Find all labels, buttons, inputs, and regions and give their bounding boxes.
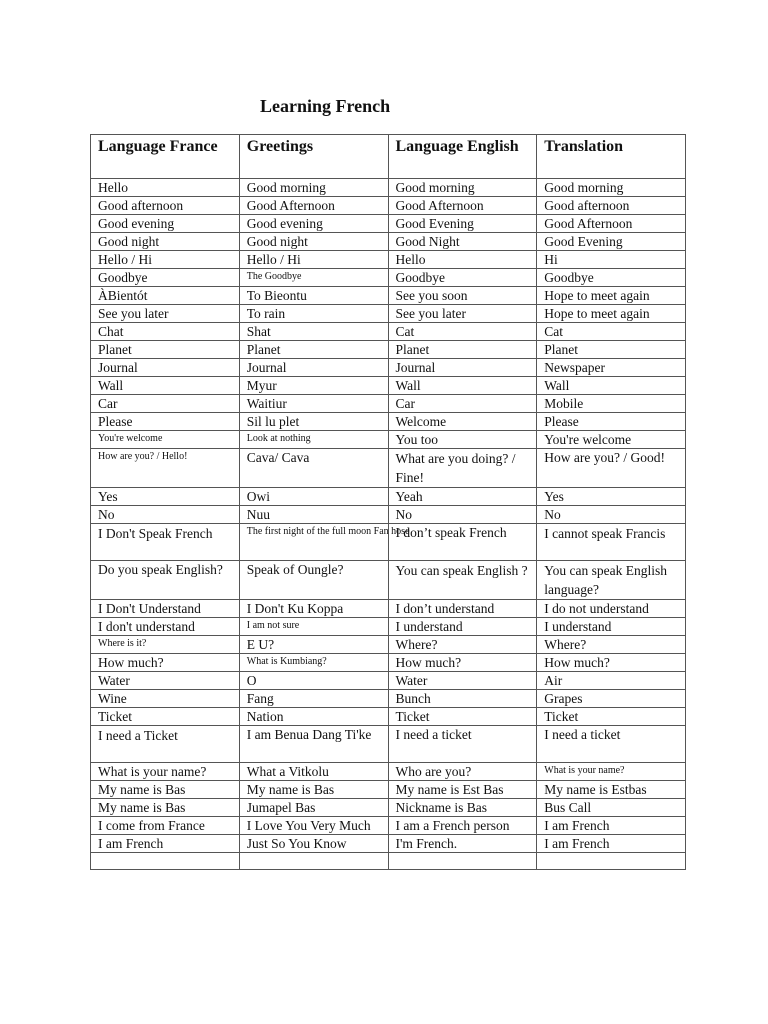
cell-greetings: Speak of Oungle?: [239, 561, 388, 600]
table-row: [91, 449, 686, 488]
cell-language-france: See you later: [91, 305, 240, 323]
cell-language-english: My name is Est Bas: [388, 781, 537, 799]
cell-translation: How are you? / Good!: [537, 449, 686, 488]
table-row: [91, 726, 686, 763]
cell-language-english: I don’t speak French: [388, 524, 537, 561]
cell-language-france: ÀBientót: [91, 287, 240, 305]
cell-language-france: Ticket: [91, 708, 240, 726]
cell-language-english: See you later: [388, 305, 537, 323]
cell-greetings: Good Afternoon: [239, 197, 388, 215]
cell-greetings: I Love You Very Much: [239, 817, 388, 835]
table-row: [91, 197, 686, 215]
cell-translation: Where?: [537, 636, 686, 654]
cell-translation: Please: [537, 413, 686, 431]
cell-language-english: Goodbye: [388, 269, 537, 287]
table-row: [91, 341, 686, 359]
cell-language-france: How are you? / Hello!: [91, 449, 240, 488]
cell-language-english: I don’t understand: [388, 600, 537, 618]
cell-greetings: O: [239, 672, 388, 690]
cell-greetings: Fang: [239, 690, 388, 708]
cell-language-france: Hello / Hi: [91, 251, 240, 269]
table-row: [91, 215, 686, 233]
table-body: [91, 179, 686, 870]
table-row: [91, 817, 686, 835]
cell-translation: Ticket: [537, 708, 686, 726]
header-translation: Translation: [537, 135, 686, 179]
cell-translation: Grapes: [537, 690, 686, 708]
cell-greetings: Myur: [239, 377, 388, 395]
table-row: [91, 251, 686, 269]
cell-translation: Cat: [537, 323, 686, 341]
table-row: [91, 395, 686, 413]
cell-translation: Bus Call: [537, 799, 686, 817]
cell-language-france: Good evening: [91, 215, 240, 233]
cell-language-france: I am French: [91, 835, 240, 853]
cell-language-france: Good night: [91, 233, 240, 251]
cell-language-france: Water: [91, 672, 240, 690]
cell-language-english: Good Afternoon: [388, 197, 537, 215]
table-row: [91, 377, 686, 395]
cell-language-france: Please: [91, 413, 240, 431]
cell-translation: I am French: [537, 835, 686, 853]
cell-language-france: Journal: [91, 359, 240, 377]
table-row: [91, 690, 686, 708]
cell-language-france: Wall: [91, 377, 240, 395]
cell-translation: Good afternoon: [537, 197, 686, 215]
cell-greetings: Look at nothing: [239, 431, 388, 449]
cell-language-english: You can speak English ?: [388, 561, 537, 600]
cell-translation: I cannot speak Francis: [537, 524, 686, 561]
cell-greetings: Sil lu plet: [239, 413, 388, 431]
cell-translation: Good Evening: [537, 233, 686, 251]
table-row: [91, 708, 686, 726]
cell-language-english: I need a ticket: [388, 726, 537, 763]
cell-language-english: Bunch: [388, 690, 537, 708]
cell-greetings: [239, 853, 388, 870]
table-row: [91, 561, 686, 600]
cell-greetings: What a Vitkolu: [239, 763, 388, 781]
cell-greetings: I am not sure: [239, 618, 388, 636]
table-row: [91, 636, 686, 654]
cell-language-france: I come from France: [91, 817, 240, 835]
cell-language-english: Good Evening: [388, 215, 537, 233]
cell-language-france: Hello: [91, 179, 240, 197]
cell-language-france: My name is Bas: [91, 799, 240, 817]
cell-language-france: Chat: [91, 323, 240, 341]
cell-translation: Yes: [537, 488, 686, 506]
cell-language-france: Yes: [91, 488, 240, 506]
table-row: [91, 524, 686, 561]
table-row: [91, 287, 686, 305]
cell-translation: Newspaper: [537, 359, 686, 377]
table-row: [91, 618, 686, 636]
cell-language-france: You're welcome: [91, 431, 240, 449]
table-row: [91, 835, 686, 853]
cell-language-english: Good morning: [388, 179, 537, 197]
header-language-france: Language France: [91, 135, 240, 179]
cell-language-france: Goodbye: [91, 269, 240, 287]
cell-language-english: I understand: [388, 618, 537, 636]
table-row: [91, 506, 686, 524]
cell-translation: Good morning: [537, 179, 686, 197]
cell-language-english: Welcome: [388, 413, 537, 431]
cell-greetings: I Don't Ku Koppa: [239, 600, 388, 618]
cell-language-france: [91, 853, 240, 870]
cell-translation: My name is Estbas: [537, 781, 686, 799]
table-row: [91, 413, 686, 431]
cell-greetings: Waitiur: [239, 395, 388, 413]
cell-translation: I am French: [537, 817, 686, 835]
cell-greetings: My name is Bas: [239, 781, 388, 799]
header-greetings: Greetings: [239, 135, 388, 179]
cell-language-france: No: [91, 506, 240, 524]
table-row: [91, 179, 686, 197]
table-row: [91, 323, 686, 341]
cell-greetings: Cava/ Cava: [239, 449, 388, 488]
page-title: Learning French: [260, 96, 391, 116]
cell-language-france: My name is Bas: [91, 781, 240, 799]
cell-language-france: Good afternoon: [91, 197, 240, 215]
cell-translation: Hope to meet again: [537, 305, 686, 323]
cell-language-english: [388, 853, 537, 870]
cell-language-english: Where?: [388, 636, 537, 654]
cell-greetings: Jumapel Bas: [239, 799, 388, 817]
cell-greetings: What is Kumbiang?: [239, 654, 388, 672]
cell-greetings: Good morning: [239, 179, 388, 197]
cell-language-english: How much?: [388, 654, 537, 672]
cell-greetings: Nation: [239, 708, 388, 726]
cell-translation: You can speak English language?: [537, 561, 686, 600]
table-row: [91, 233, 686, 251]
table-row: [91, 305, 686, 323]
cell-language-english: I'm French.: [388, 835, 537, 853]
cell-translation: How much?: [537, 654, 686, 672]
cell-translation: Hi: [537, 251, 686, 269]
cell-translation: Hope to meet again: [537, 287, 686, 305]
table-row: [91, 781, 686, 799]
table-row: [91, 853, 686, 870]
table-row: [91, 672, 686, 690]
cell-language-english: Good Night: [388, 233, 537, 251]
cell-language-english: Journal: [388, 359, 537, 377]
cell-language-english: See you soon: [388, 287, 537, 305]
cell-translation: Good Afternoon: [537, 215, 686, 233]
header-row: [91, 135, 686, 179]
cell-language-france: What is your name?: [91, 763, 240, 781]
cell-greetings: To Bieontu: [239, 287, 388, 305]
cell-language-france: Planet: [91, 341, 240, 359]
cell-translation: [537, 853, 686, 870]
table-header: [91, 135, 686, 179]
cell-translation: I need a ticket: [537, 726, 686, 763]
table-row: [91, 763, 686, 781]
cell-greetings: Journal: [239, 359, 388, 377]
cell-language-english: Cat: [388, 323, 537, 341]
cell-language-english: Car: [388, 395, 537, 413]
table-row: [91, 488, 686, 506]
cell-translation: Planet: [537, 341, 686, 359]
cell-greetings: I am Benua Dang Ti'ke: [239, 726, 388, 763]
table-row: [91, 654, 686, 672]
cell-language-france: I don't understand: [91, 618, 240, 636]
cell-translation: No: [537, 506, 686, 524]
cell-language-english: Water: [388, 672, 537, 690]
cell-greetings: Shat: [239, 323, 388, 341]
cell-translation: I do not understand: [537, 600, 686, 618]
cell-language-france: Do you speak English?: [91, 561, 240, 600]
cell-language-english: What are you doing? / Fine!: [388, 449, 537, 488]
header-language-english: Language English: [388, 135, 537, 179]
cell-greetings: Nuu: [239, 506, 388, 524]
cell-translation: I understand: [537, 618, 686, 636]
vocabulary-table: [90, 134, 686, 870]
cell-greetings: Owi: [239, 488, 388, 506]
cell-language-english: Hello: [388, 251, 537, 269]
cell-greetings: Hello / Hi: [239, 251, 388, 269]
cell-language-english: I am a French person: [388, 817, 537, 835]
cell-language-english: Wall: [388, 377, 537, 395]
cell-greetings: To rain: [239, 305, 388, 323]
table-row: [91, 359, 686, 377]
cell-language-english: You too: [388, 431, 537, 449]
cell-language-france: I need a Ticket: [91, 726, 240, 763]
cell-greetings: Just So You Know: [239, 835, 388, 853]
cell-translation: What is your name?: [537, 763, 686, 781]
cell-translation: Air: [537, 672, 686, 690]
cell-greetings: The first night of the full moon Fan hose: [239, 524, 388, 561]
table-row: [91, 431, 686, 449]
cell-language-france: Car: [91, 395, 240, 413]
cell-language-english: Yeah: [388, 488, 537, 506]
cell-language-france: I Don't Understand: [91, 600, 240, 618]
table-row: [91, 269, 686, 287]
cell-language-france: Where is it?: [91, 636, 240, 654]
cell-language-france: How much?: [91, 654, 240, 672]
cell-language-france: Wine: [91, 690, 240, 708]
cell-greetings: Good evening: [239, 215, 388, 233]
cell-language-english: Ticket: [388, 708, 537, 726]
cell-greetings: E U?: [239, 636, 388, 654]
cell-translation: You're welcome: [537, 431, 686, 449]
cell-translation: Wall: [537, 377, 686, 395]
cell-language-english: Nickname is Bas: [388, 799, 537, 817]
cell-language-english: Who are you?: [388, 763, 537, 781]
cell-language-france: I Don't Speak French: [91, 524, 240, 561]
table-row: [91, 600, 686, 618]
cell-greetings: Good night: [239, 233, 388, 251]
cell-language-english: Planet: [388, 341, 537, 359]
cell-language-english: No: [388, 506, 537, 524]
cell-translation: Goodbye: [537, 269, 686, 287]
cell-greetings: Planet: [239, 341, 388, 359]
cell-greetings: The Goodbye: [239, 269, 388, 287]
cell-translation: Mobile: [537, 395, 686, 413]
table-row: [91, 799, 686, 817]
